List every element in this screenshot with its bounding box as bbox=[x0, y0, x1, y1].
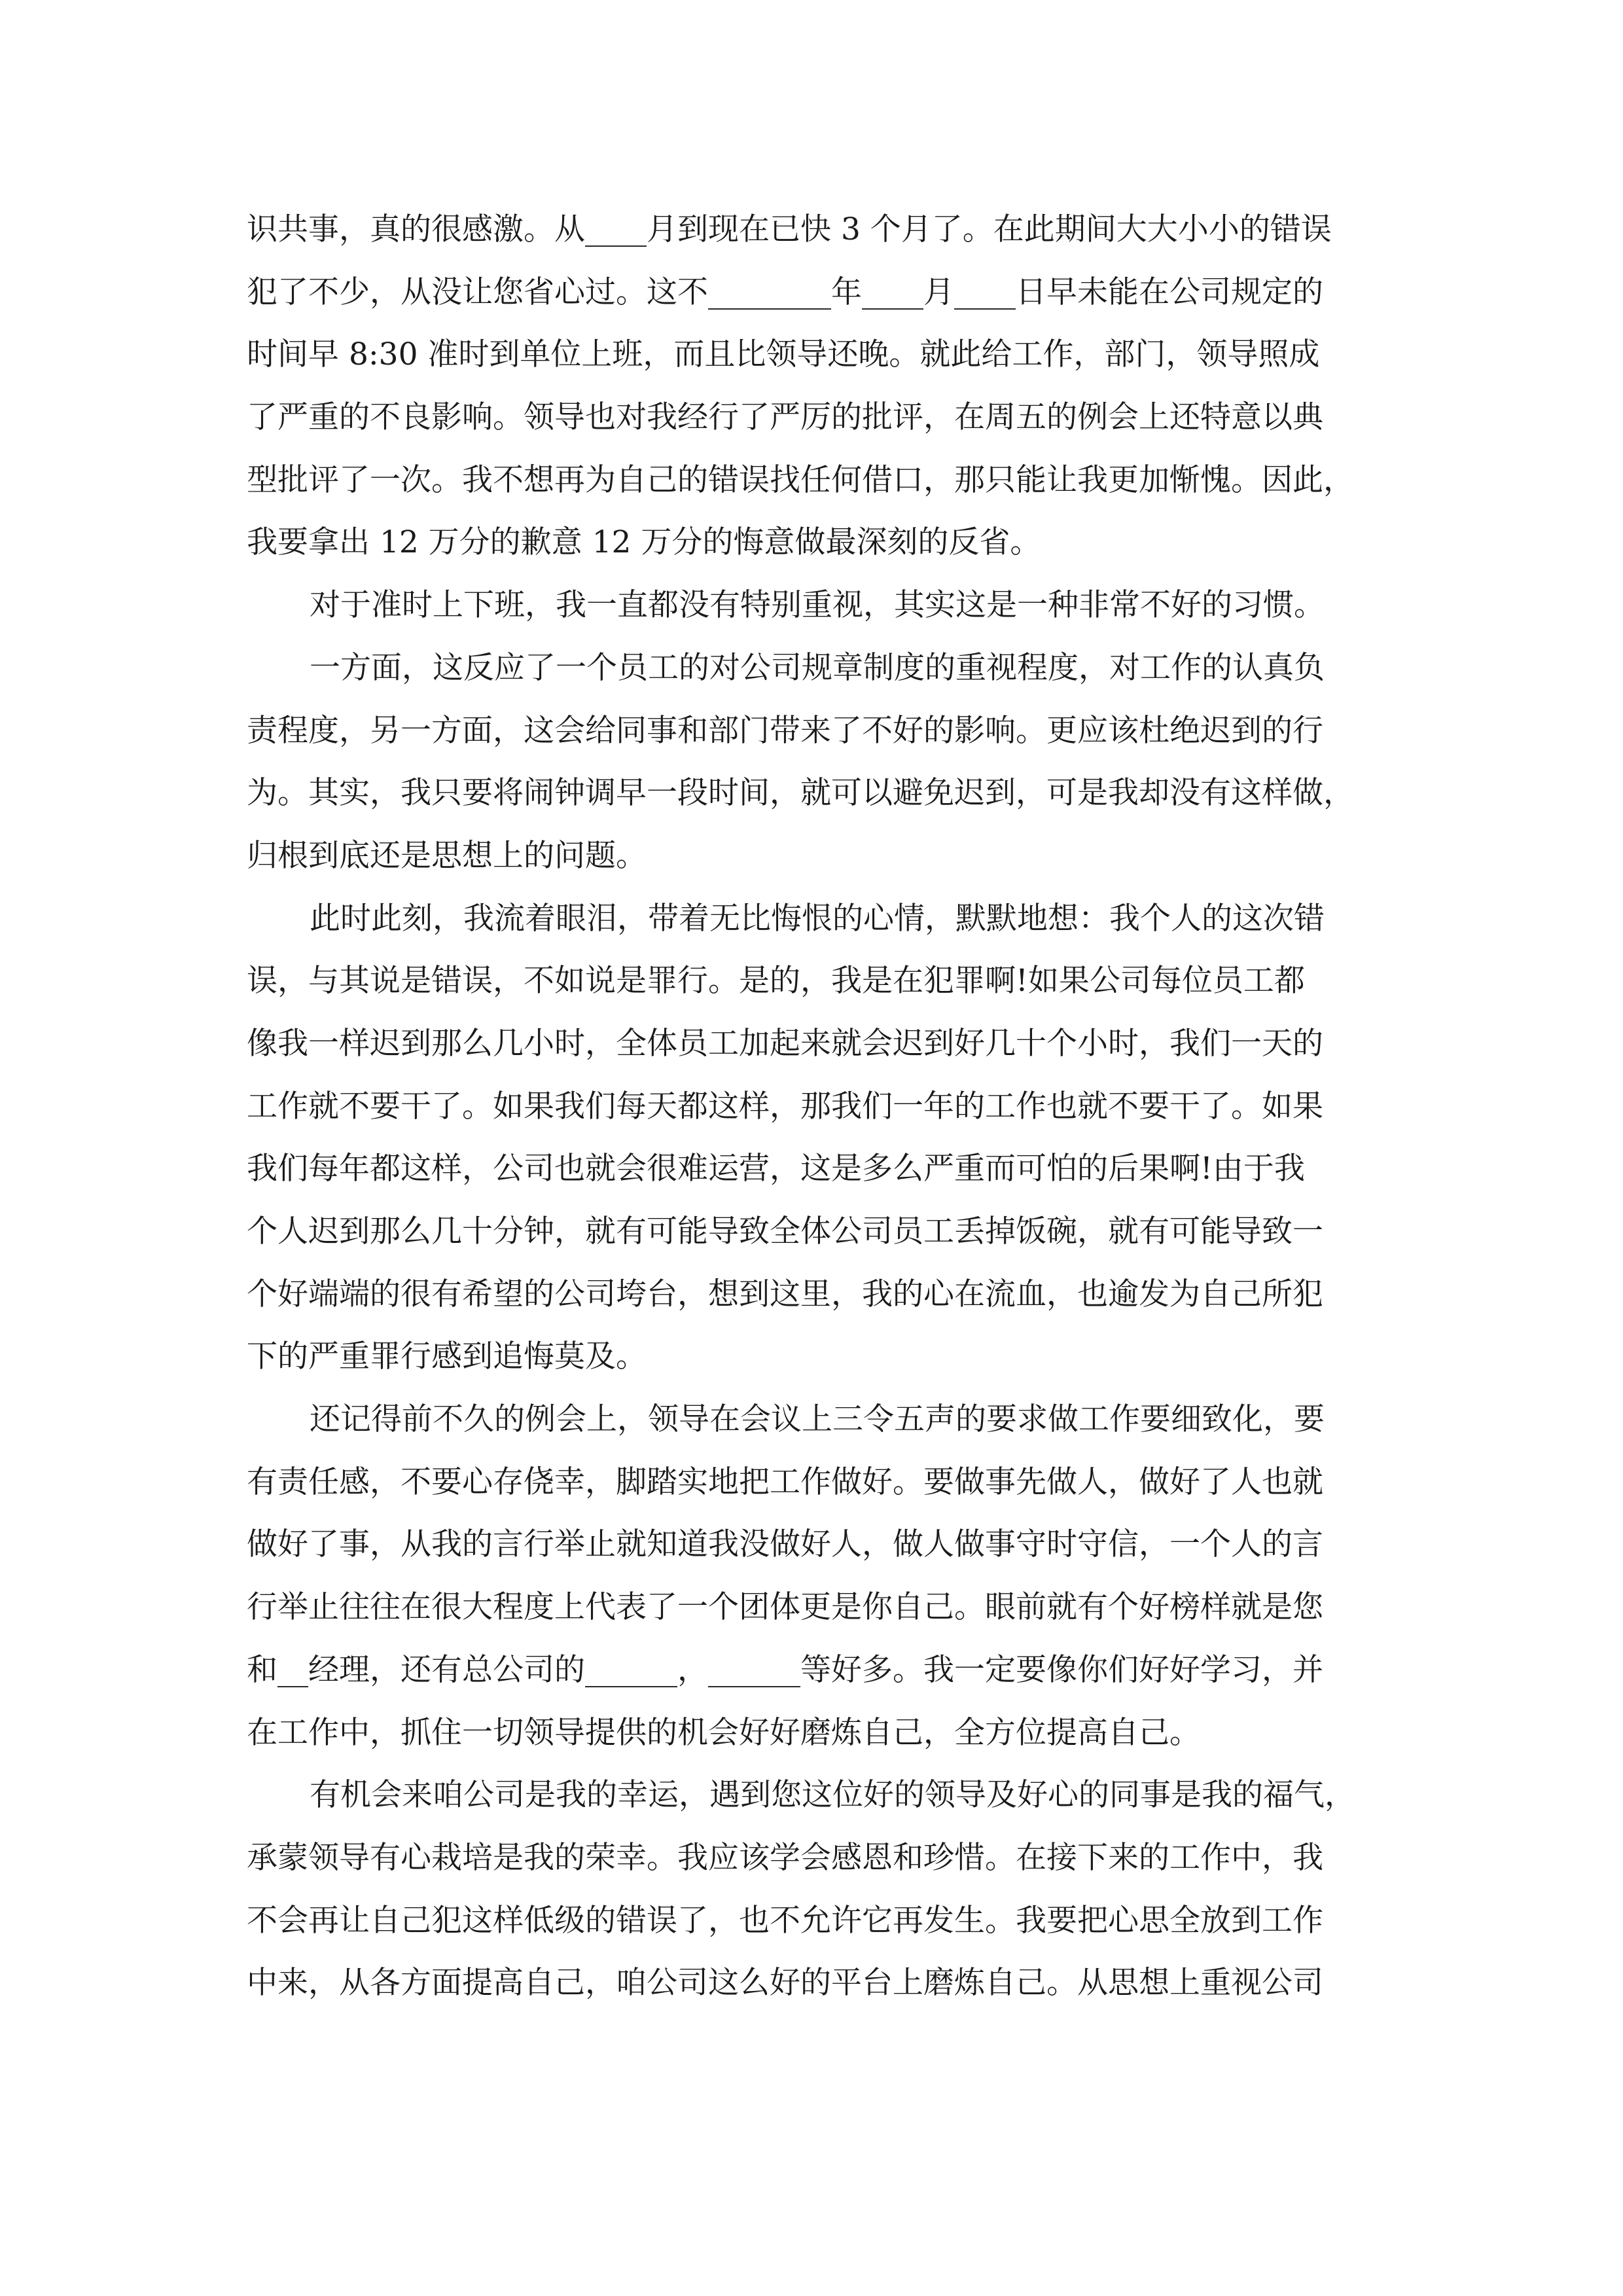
paragraph-first-line: 有机会来咱公司是我的幸运，遇到您这位好的领导及好心的同事是我的福气， bbox=[310, 1777, 1355, 1814]
text-line: 下的严重罪行感到追悔莫及。 bbox=[247, 1338, 647, 1375]
text-line: 承蒙领导有心栽培是我的荣幸。我应该学会感恩和珍惜。在接下来的工作中，我 bbox=[247, 1839, 1323, 1876]
paragraph-first-line: 一方面，这反应了一个员工的对公司规章制度的重视程度，对工作的认真负 bbox=[310, 649, 1325, 686]
text-line: 犯了不少，从没让您省心过。这不________年____月____日早未能在公司规定的 bbox=[247, 274, 1323, 310]
text-line: 不会再让自己犯这样低级的错误了，也不允许它再发生。我要把心思全放到工作 bbox=[247, 1902, 1323, 1939]
text-line: 时间早 8:30 准时到单位上班，而且比领导还晚。就此给工作，部门，领导照成 bbox=[247, 336, 1320, 373]
text-line: 有责任感，不要心存侥幸，脚踏实地把工作做好。要做事先做人，做好了人也就 bbox=[247, 1463, 1323, 1500]
text-line: 了严重的不良影响。领导也对我经行了严厉的批评，在周五的例会上还特意以典 bbox=[247, 399, 1323, 436]
text-line: 工作就不要干了。如果我们每天都这样，那我们一年的工作也就不要干了。如果 bbox=[247, 1088, 1323, 1124]
text-line: 为。其实，我只要将闹钟调早一段时间，就可以避免迟到，可是我却没有这样做， bbox=[247, 775, 1354, 812]
text-line: 我要拿出 12 万分的歉意 12 万分的悔意做最深刻的反省。 bbox=[247, 524, 1041, 561]
text-line: 像我一样迟到那么几小时，全体员工加起来就会迟到好几十个小时，我们一天的 bbox=[247, 1025, 1323, 1062]
text-line: 做好了事，从我的言行举止就知道我没做好人，做人做事守时守信，一个人的言 bbox=[247, 1526, 1323, 1563]
text-line: 型批评了一次。我不想再为自己的错误找任何借口，那只能让我更加惭愧。因此， bbox=[247, 461, 1354, 498]
paragraph-first-line: 还记得前不久的例会上，领导在会议上三令五声的要求做工作要细致化，要 bbox=[310, 1401, 1325, 1438]
text-line: 个人迟到那么几十分钟，就有可能导致全体公司员工丢掉饭碗，就有可能导致一 bbox=[247, 1213, 1323, 1249]
text-line: 和__经理，还有总公司的______，______等好多。我一定要像你们好好学习，并 bbox=[247, 1651, 1323, 1688]
text-line: 个好端端的很有希望的公司垮台，想到这里，我的心在流血，也逾发为自己所犯 bbox=[247, 1276, 1323, 1312]
text-line: 在工作中，抓住一切领导提供的机会好好磨炼自己，全方位提高自己。 bbox=[247, 1714, 1200, 1751]
text-line: 我们每年都这样，公司也就会很难运营，这是多么严重而可怕的后果啊!由于我 bbox=[247, 1151, 1305, 1187]
text-line: 识共事，真的很感激。从____月到现在已快 3 个月了。在此期间大大小小的错误 bbox=[247, 211, 1332, 247]
paragraph-first-line: 此时此刻，我流着眼泪，带着无比悔恨的心情，默默地想：我个人的这次错 bbox=[310, 900, 1325, 937]
text-line: 中来，从各方面提高自己，咱公司这么好的平台上磨炼自己。从思想上重视公司 bbox=[247, 1965, 1323, 2001]
text-line: 责程度，另一方面，这会给同事和部门带来了不好的影响。更应该杜绝迟到的行 bbox=[247, 712, 1323, 749]
paragraph-first-line: 对于准时上下班，我一直都没有特别重视，其实这是一种非常不好的习惯。 bbox=[310, 587, 1325, 624]
text-line: 误，与其说是错误，不如说是罪行。是的，我是在犯罪啊!如果公司每位员工都 bbox=[247, 963, 1305, 999]
text-line: 归根到底还是思想上的问题。 bbox=[247, 837, 647, 874]
body-text bbox=[247, 198, 1382, 2015]
text-line: 行举止往往在很大程度上代表了一个团体更是你自己。眼前就有个好榜样就是您 bbox=[247, 1589, 1323, 1626]
